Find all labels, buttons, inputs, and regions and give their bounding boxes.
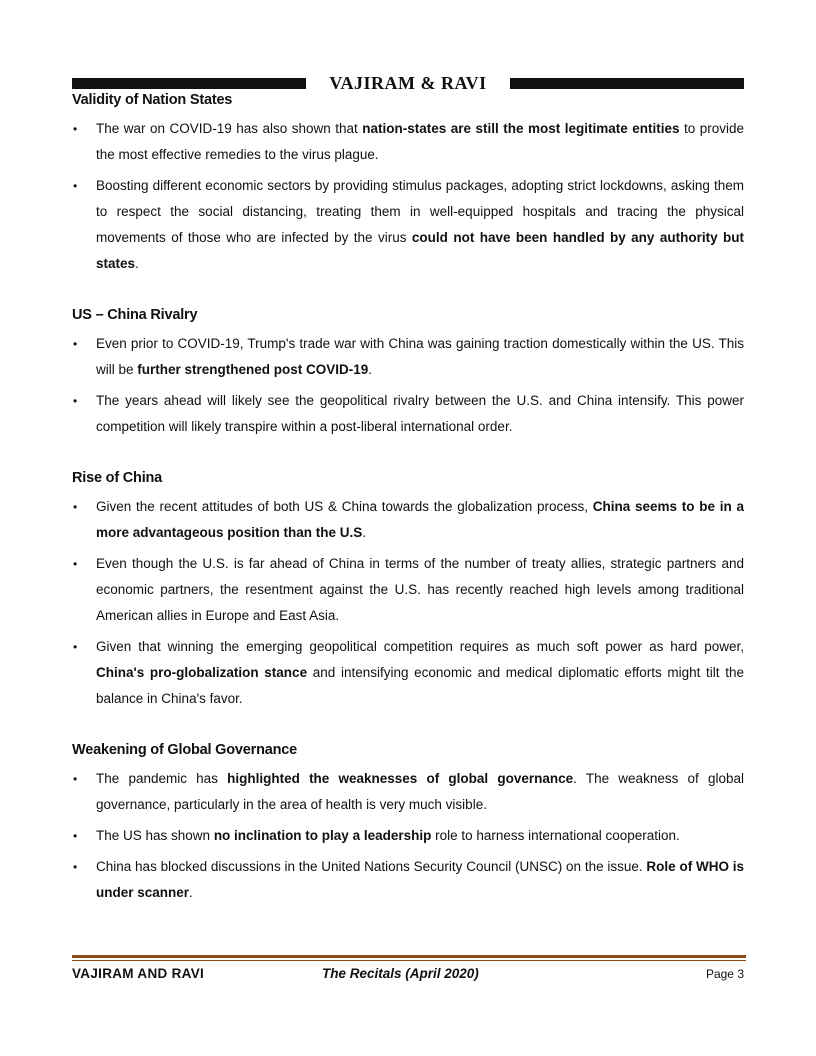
body-text: The years ahead will likely see the geopolitical rivalry between the U.S. and China intensify. This power competition will likely transpire within a post-liberal international order.	[96, 393, 744, 434]
body-text: and intensifying economic and medical diplomatic efforts might tilt the balance in China's favor.	[96, 665, 744, 706]
bullet-item	[72, 823, 744, 849]
emphasis-text: China's pro-globalization stance	[96, 665, 308, 680]
header-bar-left	[72, 78, 306, 89]
body-text: to provide the most effective remedies to the virus plague.	[96, 121, 744, 162]
section	[72, 305, 744, 440]
footer-rule-thin	[72, 960, 746, 961]
body-text: . The weakness of global governance, particularly in the area of health is very much visible.	[96, 771, 744, 812]
body-text: .	[135, 256, 139, 271]
section-heading: Weakening of Global Governance	[72, 742, 297, 758]
emphasis-text: China seems to be in a more advantageous position than the U.S	[96, 499, 744, 540]
emphasis-text: highlighted the weaknesses of global governance	[227, 771, 574, 786]
bullet-list	[72, 331, 744, 440]
body-text: .	[368, 362, 373, 377]
emphasis-text: Role of WHO is under scanner	[96, 859, 745, 900]
body-text: Even though the U.S. is far ahead of China in terms of the number of treaty allies, strategic partners and economic partners, the resentment against the U.S. has recently reached high levels among traditional American allies in Europe and East Asia.	[96, 556, 744, 623]
page-footer	[72, 966, 744, 984]
bullet-item	[72, 854, 744, 906]
header-brand: VAJIRAM & RAVI	[329, 73, 487, 93]
document-body	[72, 90, 744, 934]
body-text: Given that winning the emerging geopolitical competition requires as much soft power as hard power,	[96, 639, 744, 654]
body-text: .	[362, 525, 367, 540]
footer-publisher: VAJIRAM AND RAVI	[72, 966, 205, 981]
body-text: The war on COVID-19 has also shown that	[96, 121, 363, 136]
footer-rule	[72, 955, 746, 958]
section	[72, 468, 744, 712]
bullet-item	[72, 766, 744, 818]
section-heading: Rise of China	[72, 470, 163, 486]
body-text: Even prior to COVID-19, Trump's trade war with China was gaining traction domestically within the US. This will be	[96, 336, 744, 377]
body-text: Boosting different economic sectors by providing stimulus packages, adopting strict lockdowns, asking them to respect the social distancing, treating them in well-equipped hospitals and tracing the physical movements of those who are infected by the virus	[96, 178, 744, 245]
bullet-item	[72, 551, 744, 629]
bullet-item	[72, 331, 744, 383]
section	[72, 90, 744, 277]
section-heading: US – China Rivalry	[72, 307, 198, 323]
body-text: .	[189, 885, 193, 900]
body-text: Given the recent attitudes of both US & China towards the globalization process,	[96, 499, 593, 514]
bullet-item	[72, 634, 744, 712]
body-text: China has blocked discussions in the United Nations Security Council (UNSC) on the issue.	[96, 859, 647, 874]
section	[72, 740, 744, 906]
page-number: Page 3	[705, 967, 744, 981]
bullet-item	[72, 173, 744, 277]
body-text: role to harness international cooperation.	[431, 828, 680, 843]
body-text: The US has shown	[96, 828, 214, 843]
section-heading: Validity of Nation States	[72, 92, 233, 108]
emphasis-text: could not have been handled by any authority but states	[96, 230, 745, 271]
footer-publication: The Recitals (April 2020)	[322, 966, 479, 981]
body-text: The pandemic has	[96, 771, 228, 786]
emphasis-text: further strengthened post COVID-19	[137, 362, 369, 377]
bullet-item	[72, 116, 744, 168]
emphasis-text: nation-states are still the most legitimate entities	[362, 121, 680, 136]
emphasis-text: no inclination to play a leadership	[213, 828, 432, 843]
bullet-item	[72, 388, 744, 440]
bullet-item	[72, 494, 744, 546]
bullet-list	[72, 766, 744, 906]
bullet-list	[72, 494, 744, 712]
bullet-list	[72, 116, 744, 277]
header-bar-right	[510, 78, 744, 89]
